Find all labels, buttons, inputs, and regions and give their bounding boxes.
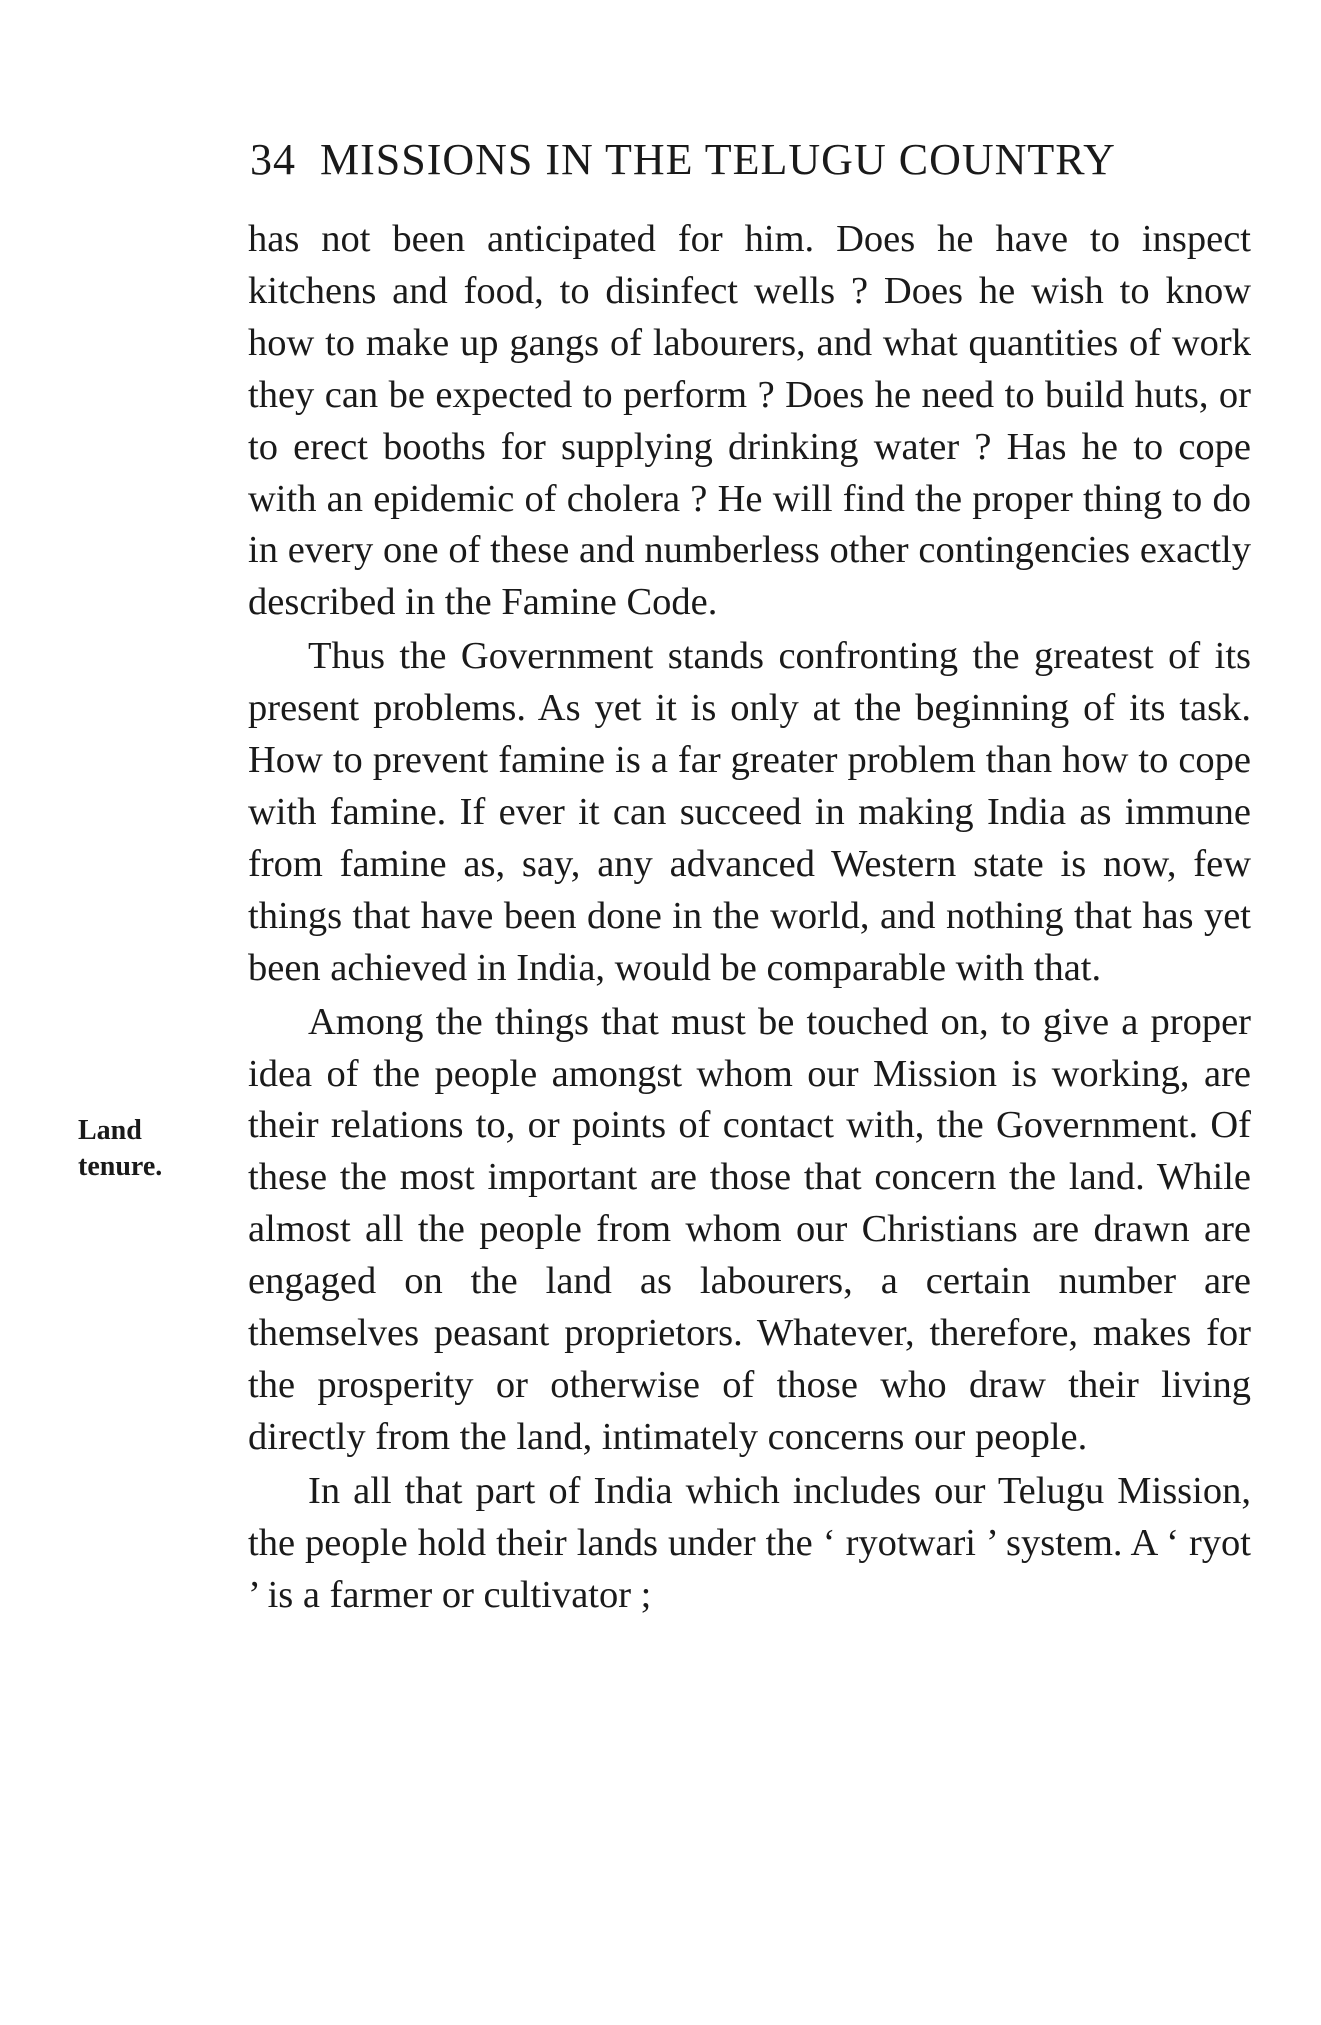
margin-note-line: Land <box>78 1115 142 1146</box>
paragraph: In all that part of India which includes our Telugu Mission, the people hold their lands under the ‘ ryotwari ’ system. A ‘ ryot ’ is a farmer or cultivator ; <box>248 1469 1251 1616</box>
running-head <box>250 134 1250 185</box>
paragraph: has not been anticipated for him. Does he have to inspect kitchens and food, to disinfect wells ? Does he wish to know how to make up gangs of labourers, and what quantities of work they can be expected to perform ? Does he need to build huts, or to erect booths for supplying drinking water ? Has he to cope with an epidemic of cholera ? He will find the proper thing to do in every one of these and numberless other contingencies exactly described in the Famine Code. <box>248 218 1251 624</box>
paragraph: Thus the Government stands confronting the greatest of its present problems. As yet it is only at the beginning of its task. How to prevent famine is a far greater problem than how to cope with famine. If ever it can succeed in making India as immune from famine as, say, any advanced Western state is now, few things that have been done in the world, and nothing that has yet been achieved in India, would be comparable with that. <box>248 635 1251 989</box>
body-text <box>248 214 1251 1621</box>
margin-note <box>78 1113 228 1185</box>
paragraph: Among the things that must be touched on, to give a proper idea of the people amongst whom our Mission is working, are their relations to, or points of contact with, the Government. Of these the most important are those that concern the land. While almost all the people from whom our Christians are drawn are engaged on the land as labourers, a certain number are themselves peasant proprietors. Whatever, therefore, makes for the prosperity or otherwise of those who draw their living directly from the land, intimately concerns our people. <box>248 1000 1251 1458</box>
margin-note-line: tenure. <box>78 1151 163 1182</box>
page-number: 34 <box>250 135 296 184</box>
running-title: MISSIONS IN THE TELUGU COUNTRY <box>320 135 1116 184</box>
